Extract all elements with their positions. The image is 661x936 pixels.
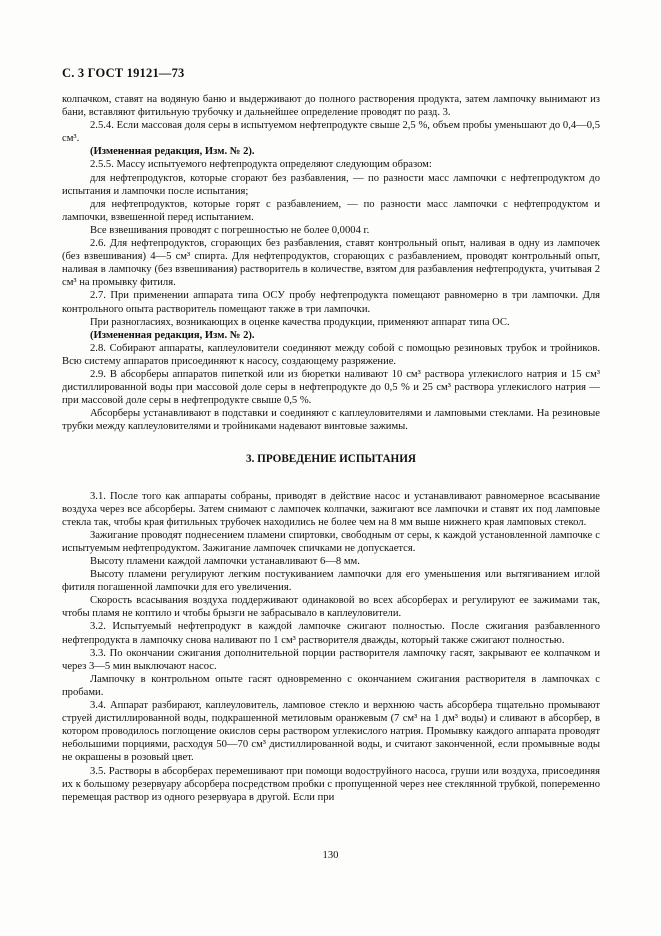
paragraph: Скорость всасывания воздуха поддерживают одинаковой во всех абсорберах и регулируют ее зажимами так, чтобы пламя не коптило и чтобы брызги не забрасывало в каплеуловители. [62, 595, 600, 620]
paragraph: для нефтепродуктов, которые сгорают без разбавления, — по разности масс лампочки с нефтепродуктом до испытания и лампочки после испытания; [62, 172, 600, 197]
paragraph: 2.5.5. Массу испытуемого нефтепродукта определяют следующим образом: [90, 159, 432, 171]
paragraph: колпачком, ставят на водяную баню и выдерживают до полного растворения продукта, затем лампочку вынимают из бани, вставляют фитильную трубочку и дальнейшее определение проводят по разд. 3. [62, 94, 600, 119]
body-text [62, 93, 600, 804]
paragraph: для нефтепродуктов, которые горят с разбавлением, — по разности масс лампочки с нефтепродуктом и лампочки, взвешенной перед испытанием. [62, 198, 600, 223]
running-header: С. 3 ГОСТ 19121—73 [62, 66, 185, 80]
paragraph: 2.6. Для нефтепродуктов, сгорающих без разбавления, ставят контрольный опыт, наливая в одну из лампочек (без взвешивания) 4—5 см³ спирта. Для нефтепродуктов, сгорающих с разбавлением, проводят контрольный опыт, наливая в лампочку (без взвешивания) растворитель в количестве, взятом для разбавления нефтепродукта, учитывая 2 см³ на промывку фитиля. [62, 238, 600, 289]
paragraph: 2.9. В абсорберы аппаратов пипеткой или из бюретки наливают 10 см³ раствора углекислого натрия и 15 см³ дистиллированной воды при массовой доле серы в нефтепродукте до 0,5 % и 25 см³ раствора углекислого натрия — при массовой доле серы в нефтепродукте свыше 0,5 %. [62, 368, 600, 407]
paragraph: Высоту пламени регулируют легким постукиванием лампочки для его уменьшения или вытягиванием иглой фитиля погашенной лампочки для его увеличения. [62, 569, 600, 594]
amendment-note: (Измененная редакция, Изм. № 2). [90, 146, 255, 158]
paragraph: 3.2. Испытуемый нефтепродукт в каждой лампочке сжигают полностью. После сжигания разбавленного нефтепродукта в лампочку снова наливают по 1 см³ растворителя дважды, который также сжигают полностью. [62, 621, 600, 646]
paragraph: Высоту пламени каждой лампочки устанавливают 6—8 мм. [90, 556, 360, 567]
paragraph: При разногласиях, возникающих в оценке качества продукции, применяют аппарат типа ОС. [90, 316, 510, 328]
paragraph: 3.3. По окончании сжигания дополнительной порции растворителя лампочку гасят, закрывают ее колпачком и через 3—5 мин выключают насос. [62, 647, 600, 672]
paragraph: 3.1. После того как аппараты собраны, приводят в действие насос и устанавливают равномерное всасывание воздуха через все абсорберы. Затем снимают с лампочек колпачки, зажигают все лампочки и ставят их под ламповые стекла так, чтобы края фитильных трубочек находились не более чем на 8 мм выше нижнего края ламповых стекол. [62, 490, 600, 528]
paragraph: Абсорберы устанавливают в подставки и соединяют с каплеуловителями и ламповыми стеклами. На резиновые трубки между каплеуловителями и тройниками надевают винтовые зажимы. [62, 408, 600, 433]
paragraph: Зажигание проводят поднесением пламени спиртовки, свободным от серы, к каждой установленной лампочке с испытуемым нефтепродуктом. Зажигание лампочек спичками не допускается. [62, 529, 600, 554]
paragraph: Лампочку в контрольном опыте гасят одновременно с окончанием сжигания растворителя в лампочках с пробами. [62, 673, 600, 698]
paragraph: 3.4. Аппарат разбирают, каплеуловитель, ламповое стекло и верхнюю часть абсорбера тщательно промывают струей дистиллированной воды, подкрашенной метиловым оранжевым (7 см³ на 1 дм³ воды) и сливают в абсорбер, в котором проводилось поглощение окислов серы раствором углекислого натрия. Промывку каждого аппарата проводят небольшими порциями, расходуя 50—70 см³ дистиллированной воды, и считают законченной, если промывные воды не окрашены в розовый цвет. [62, 700, 600, 764]
amendment-note: (Измененная редакция, Изм. № 2). [90, 329, 255, 341]
paragraph: Все взвешивания проводят с погрешностью не более 0,0004 г. [90, 224, 370, 236]
page-number: 130 [322, 850, 339, 861]
paragraph: 2.8. Собирают аппараты, каплеуловители соединяют между собой с помощью резиновых трубок и тройников. Всю систему аппаратов присоединяют к насосу, создающему разряжение. [62, 342, 600, 367]
paragraph: 3.5. Растворы в абсорберах перемешивают при помощи водоструйного насоса, груши или воздуха, присоединяя их к большому резервуару абсорбера посредством пробки с пропущенной через нее стеклянной трубкой, попеременно перемещая раствор из одного резервуара в другой. Если при [62, 765, 600, 803]
paragraph: 2.7. При применении аппарата типа ОСУ пробу нефтепродукта помещают равномерно в три лампочки. Для контрольного опыта растворитель помещают также в три лампочки. [62, 290, 600, 315]
paragraph: 2.5.4. Если массовая доля серы в испытуемом нефтепродукте свыше 2,5 %, объем пробы уменьшают до 0,4—0,5 см³. [62, 120, 600, 145]
section-title: 3. ПРОВЕДЕНИЕ ИСПЫТАНИЯ [245, 453, 417, 466]
